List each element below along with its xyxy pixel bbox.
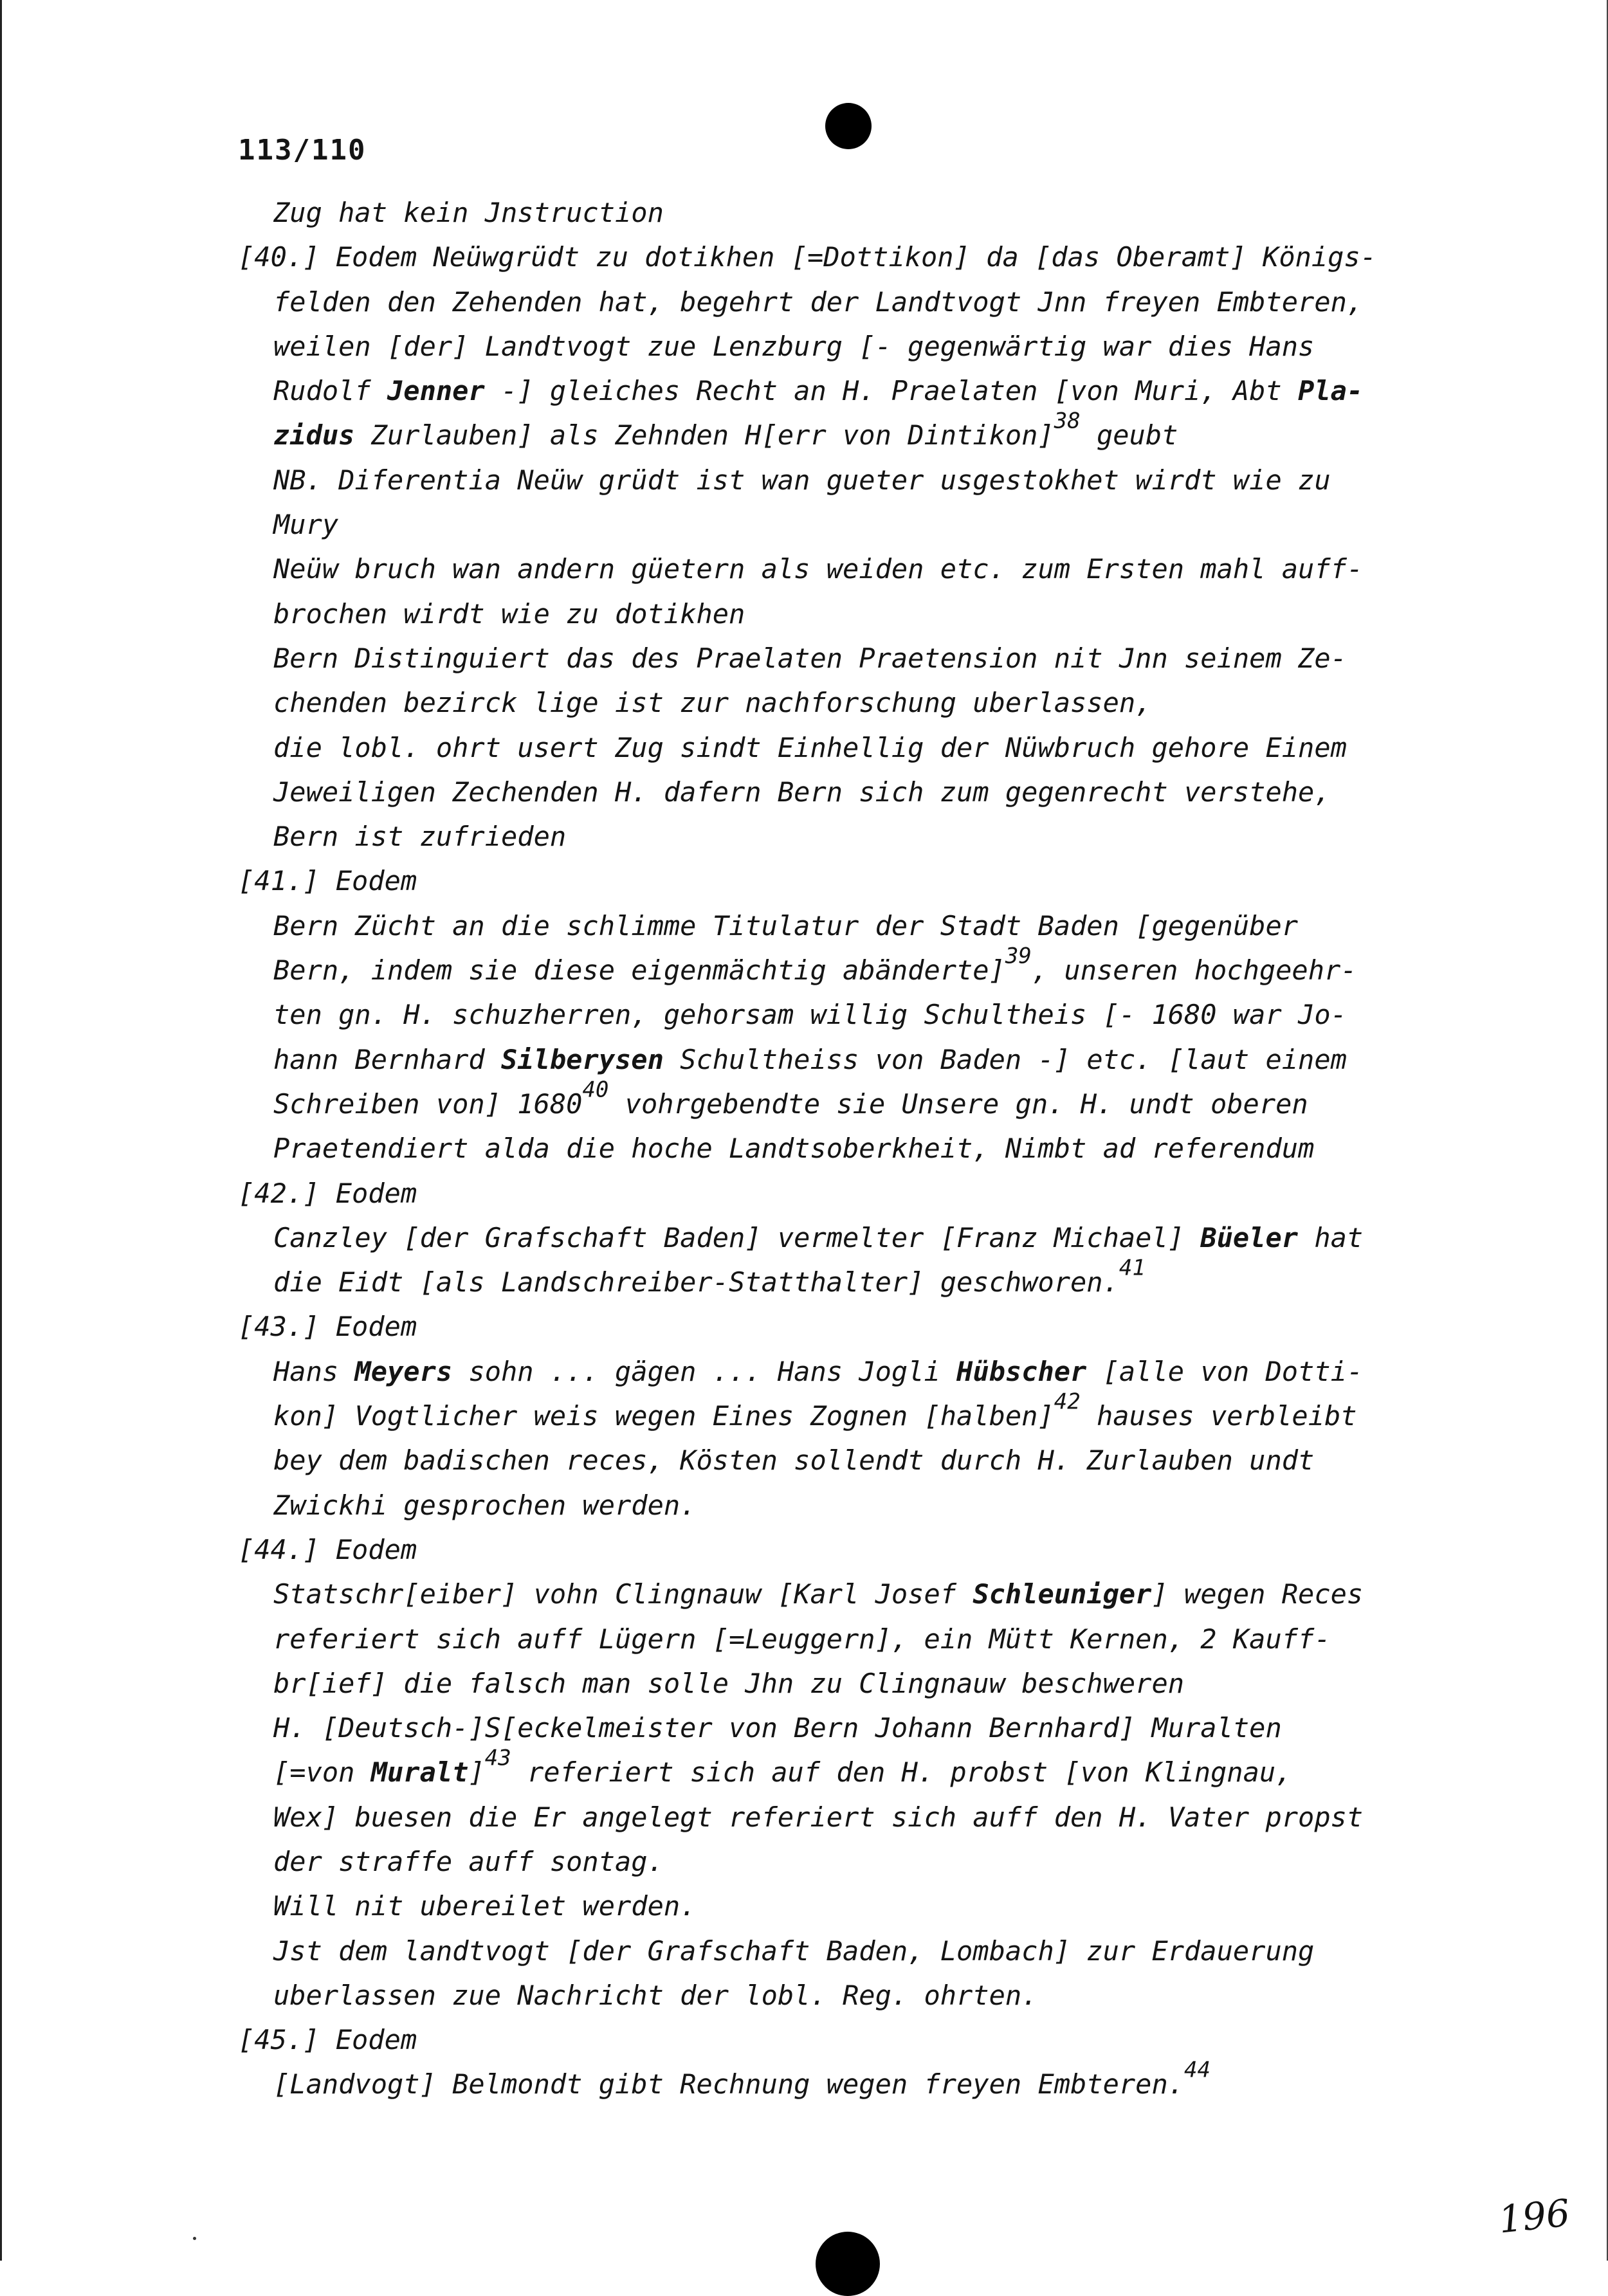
footnote-ref: 44: [1184, 2057, 1211, 2083]
text-segment: [Landvogt] Belmondt gibt Rechnung wegen freyen Embteren.: [273, 2068, 1185, 2100]
text-line: [0, 859, 1608, 903]
text-segment: Rudolf: [273, 375, 388, 407]
text-line: [0, 1216, 1608, 1260]
text-line: [0, 1438, 1608, 1482]
text-line: [0, 235, 1608, 279]
text-segment: sohn ... gägen ... Hans Jogli: [452, 1355, 957, 1387]
text-segment: br[ief] die falsch man solle Jhn zu Clingnauw beschweren: [273, 1667, 1185, 1699]
name-emphasis: zidus: [273, 419, 355, 451]
text-line: [0, 1171, 1608, 1216]
text-segment: Mury: [273, 509, 339, 541]
text-line: [0, 408, 1608, 457]
text-line: [0, 1255, 1608, 1304]
paper-speck: [193, 2237, 196, 2240]
text-line: [0, 770, 1608, 814]
name-emphasis: Muralt: [370, 1756, 469, 1789]
text-line: [0, 1037, 1608, 1082]
punch-hole-bottom: [816, 2232, 880, 2296]
text-segment: referiert sich auff Lügern [=Leuggern], ein Mütt Kernen, 2 Kauff-: [273, 1623, 1331, 1655]
text-line: [0, 636, 1608, 680]
text-segment: Schreiben von] 1680: [273, 1088, 583, 1120]
text-line: [0, 1706, 1608, 1750]
name-emphasis: Pla-: [1298, 375, 1364, 407]
text-segment: Jeweiligen Zechenden H. dafern Bern sich zum gegenrecht verstehe,: [273, 776, 1331, 808]
text-line: [0, 1126, 1608, 1171]
text-segment: der straffe auff sontag.: [273, 1845, 664, 1877]
text-line: [0, 725, 1608, 770]
page-number: 113/110: [238, 134, 367, 167]
text-segment: Zwickhi gesprochen werden.: [273, 1489, 697, 1521]
text-line: [0, 680, 1608, 725]
text-segment: Will nit ubereilet werden.: [273, 1890, 697, 1922]
text-segment: Schultheiss von Baden -] etc. [laut einem: [663, 1043, 1347, 1075]
text-line: [0, 1745, 1608, 1794]
text-segment: Statschr[eiber] vohn Clingnauw [Karl Josef: [273, 1578, 973, 1610]
text-line: [0, 1389, 1608, 1438]
text-line: [0, 280, 1608, 324]
text-segment: Bern Zücht an die schlimme Titulatur der Stadt Baden [gegenüber: [273, 909, 1299, 942]
text-segment: weilen [der] Landtvogt zue Lenzburg [- gegenwärtig war dies Hans: [273, 330, 1315, 362]
text-segment: geubt: [1080, 419, 1178, 451]
handwritten-folio-number: 196: [1496, 2191, 1572, 2242]
text-segment: Praetendiert alda die hoche Landtsoberkheit, Nimbt ad referendum: [273, 1133, 1315, 1165]
text-line: [0, 1617, 1608, 1661]
text-segment: hauses verbleibt: [1080, 1400, 1357, 1432]
text-segment: die Eidt [als Landschreiber-Statthalter] geschworen.: [273, 1266, 1119, 1298]
text-line: [0, 1483, 1608, 1527]
text-segment: -] gleiches Recht an H. Praelaten [von Muri, Abt: [484, 375, 1299, 407]
text-segment: referiert sich auf den H. probst [von Klingnau,: [511, 1756, 1292, 1789]
text-line: [0, 1349, 1608, 1394]
name-emphasis: Schleuniger: [973, 1578, 1152, 1610]
text-line: [0, 1929, 1608, 1973]
name-emphasis: Büeler: [1200, 1221, 1299, 1253]
text-line: [0, 814, 1608, 859]
footnote-ref: 43: [484, 1745, 511, 1771]
footnote-ref: 41: [1119, 1255, 1146, 1281]
text-segment: bey dem badischen reces, Kösten sollendt durch H. Zurlauben undt: [273, 1444, 1315, 1477]
text-line: [0, 1572, 1608, 1616]
text-line: [0, 904, 1608, 948]
text-line: [0, 1839, 1608, 1884]
name-emphasis: Meyers: [354, 1355, 453, 1387]
text-segment: Zurlauben] als Zehnden H[err von Dintikon]: [354, 419, 1054, 451]
text-segment: Neüw bruch wan andern güetern als weiden etc. zum Ersten mahl auff-: [273, 553, 1364, 585]
text-line: [0, 1527, 1608, 1572]
text-segment: ten gn. H. schuzherren, gehorsam willig Schultheis [- 1680 war Jo-: [273, 999, 1347, 1031]
text-line: [0, 190, 1608, 235]
text-line: [0, 992, 1608, 1037]
text-line: [0, 547, 1608, 591]
text-line: [0, 1973, 1608, 2018]
text-line: [0, 2057, 1608, 2106]
text-segment: Hans: [273, 1355, 355, 1387]
text-line: [0, 458, 1608, 502]
footnote-ref: 40: [582, 1077, 609, 1103]
name-emphasis: Jenner: [387, 375, 485, 407]
text-segment: [43.] Eodem: [238, 1311, 417, 1343]
text-segment: hat: [1298, 1221, 1364, 1253]
text-segment: , unseren hochgeehr-: [1031, 954, 1357, 987]
text-segment: [=von: [273, 1756, 371, 1789]
name-emphasis: Hübscher: [956, 1355, 1087, 1387]
text-line: [0, 1795, 1608, 1839]
text-segment: ]: [468, 1756, 485, 1789]
punch-hole-top: [825, 103, 872, 149]
footnote-ref: 39: [1005, 943, 1032, 969]
text-line: [0, 1661, 1608, 1706]
text-segment: Bern ist zufrieden: [273, 821, 567, 853]
text-line: [0, 324, 1608, 369]
text-segment: brochen wirdt wie zu dotikhen: [273, 597, 745, 630]
text-line: [0, 502, 1608, 547]
text-line: [0, 1304, 1608, 1349]
text-segment: hann Bernhard: [273, 1043, 502, 1075]
transcription-body: [0, 190, 1608, 2107]
text-line: [0, 943, 1608, 992]
text-segment: [45.] Eodem: [238, 2024, 417, 2056]
text-segment: chenden bezirck lige ist zur nachforschung uberlassen,: [273, 687, 1152, 719]
text-segment: Zug hat kein Jnstruction: [273, 197, 664, 228]
text-segment: Jst dem landtvogt [der Grafschaft Baden, Lombach] zur Erdauerung: [273, 1935, 1315, 1967]
text-line: [0, 1077, 1608, 1126]
text-segment: kon] Vogtlicher weis wegen Eines Zognen [halben]: [273, 1400, 1054, 1432]
text-segment: ] wegen Reces: [1151, 1578, 1364, 1610]
text-segment: Bern Distinguiert das des Praelaten Praetension nit Jnn seinem Ze-: [273, 642, 1347, 674]
text-line: [0, 369, 1608, 413]
text-segment: die lobl. ohrt usert Zug sindt Einhellig der Nüwbruch gehore Einem: [273, 731, 1347, 763]
text-segment: felden den Zehenden hat, begehrt der Landtvogt Jnn freyen Embteren,: [273, 286, 1364, 318]
text-segment: uberlassen zue Nachricht der lobl. Reg. ohrten.: [273, 1979, 1038, 2011]
text-segment: [44.] Eodem: [238, 1533, 417, 1565]
text-line: [0, 2018, 1608, 2062]
footnote-ref: 42: [1054, 1389, 1081, 1415]
text-segment: Canzley [der Grafschaft Baden] vermelter [Franz Michael]: [273, 1221, 1201, 1253]
name-emphasis: Silberysen: [501, 1043, 664, 1075]
text-segment: vohrgebendte sie Unsere gn. H. undt oberen: [608, 1088, 1308, 1120]
text-segment: [40.] Eodem Neüwgrüdt zu dotikhen [=Dottikon] da [das Oberamt] Königs-: [238, 241, 1377, 273]
text-segment: [42.] Eodem: [238, 1177, 417, 1209]
text-segment: Wex] buesen die Er angelegt referiert sich auff den H. Vater propst: [273, 1801, 1364, 1833]
text-segment: NB. Diferentia Neüw grüdt ist wan gueter usgestokhet wirdt wie zu: [273, 464, 1331, 496]
text-segment: [alle von Dotti-: [1086, 1355, 1364, 1387]
text-segment: Bern, indem sie diese eigenmächtig abänderte]: [273, 954, 1005, 987]
text-segment: H. [Deutsch-]S[eckelmeister von Bern Johann Bernhard] Muralten: [273, 1712, 1282, 1744]
text-segment: [41.] Eodem: [238, 865, 417, 897]
text-line: [0, 1884, 1608, 1928]
text-line: [0, 592, 1608, 636]
footnote-ref: 38: [1054, 408, 1081, 434]
